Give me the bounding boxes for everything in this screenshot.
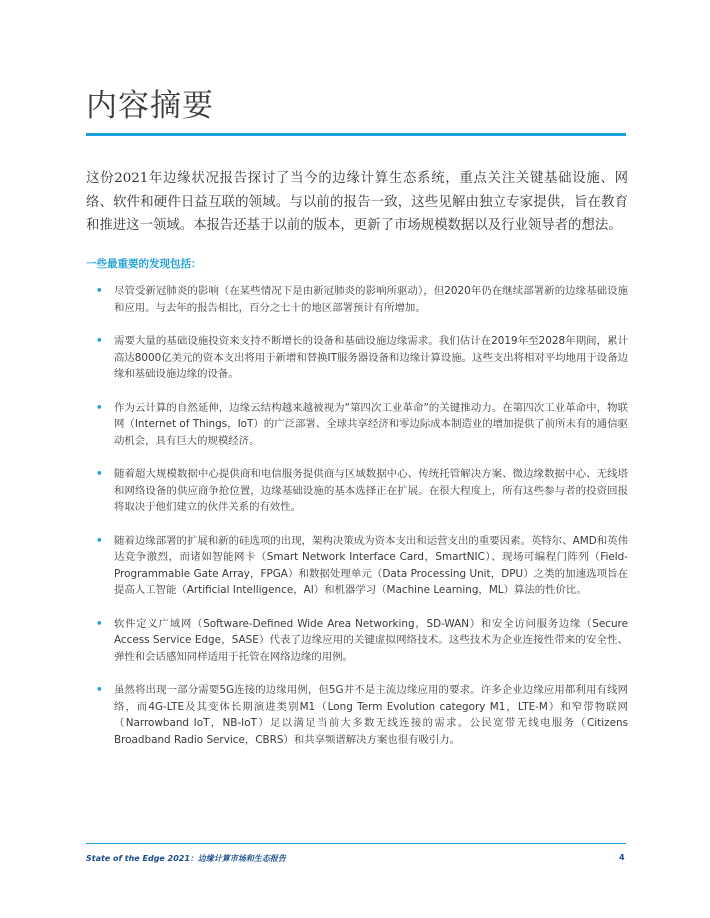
bullet-icon: • [96, 684, 103, 696]
bullet-icon: • [96, 335, 103, 347]
finding-item [96, 466, 628, 516]
finding-item [96, 400, 628, 450]
bullet-icon: • [96, 534, 103, 547]
finding-item [96, 283, 628, 316]
finding-text: 作为云计算的自然延伸，边缘云结构越来越被视为“第四次工业革命”的关键推动力。在第四次工业革命中，物联网（Internet of Things，IoT）的广泛部署、全球共享经济和零边际成本制造业的增加提供了前所未有的通信驱动机会，具有巨大的规模经济。 [114, 401, 628, 447]
footer-divider [86, 843, 626, 844]
intro-paragraph: 这份2021年边缘状况报告探讨了当今的边缘计算生态系统，重点关注关键基础设施、网络、软件和硬件日益互联的领域。与以前的报告一致，这些见解由独立专家提供，旨在教育和推进这一领域。本报告还基于以前的版本，更新了市场规模数据以及行业领导者的想法。 [86, 171, 628, 233]
page-title: 内容摘要 [86, 88, 214, 124]
bullet-icon: • [96, 617, 103, 630]
title-divider [86, 133, 626, 136]
bullet-icon: • [96, 468, 103, 480]
finding-text: 随着超大规模数据中心提供商和电信服务提供商与区域数据中心、传统托管解决方案、微边缘数据中心、无线塔和网络设备的供应商争抢位置，边缘基础设施的基本选择正在扩展。在很大程度上，所有这些参与者的投资回报将取决于他们建立的伙伴关系的有效性。 [114, 468, 628, 513]
footer-report-title: State of the Edge 2021：边缘计算市场和生态报告 [86, 854, 286, 863]
finding-text: 软件定义广域网（Software-Defined Wide Area Networking，SD-WAN）和安全访问服务边缘（Secure Access Service Edge，SASE）代表了边缘应用的关键虚拟网络技术。这些技术为企业连接性带来的安全性、弹性和会话感知同样适用于托管在网络边缘的用例。 [114, 617, 628, 663]
finding-text: 虽然将出现一部分需要5G连接的边缘用例，但5G并不是主流边缘应用的要求。许多企业边缘应用都利用有线网络，而4G-LTE及其变体长期演进类别M1（Long Term Evolution category M1，LTE-M）和窄带物联网（Narrowband IoT，NB-IoT）足以满足当前大多数无线连接的需求。公民宽带无线电服务（Citizens Broadband Radio Service，CBRS）和共享频谱解决方案也很有吸引力。 [114, 684, 628, 746]
finding-text: 尽管受新冠肺炎的影响（在某些情况下是由新冠肺炎的影响所驱动），但2020年仍在继续部署新的边缘基础设施和应用。与去年的报告相比，百分之七十的地区部署预计有所增加。 [114, 285, 628, 314]
finding-text: 需要大量的基础设施投资来支持不断增长的设备和基础设施边缘需求。我们估计在2019年至2028年期间，累计高达8000亿美元的资本支出将用于新增和替换IT服务器设备和边缘计算设施。这些支出将相对平均地用于设备边缘和基础设施边缘的设备。 [114, 335, 628, 380]
finding-item [96, 533, 628, 599]
findings-list [96, 283, 628, 765]
finding-item [96, 616, 628, 666]
bullet-icon: • [96, 401, 103, 414]
page-number: 4 [619, 853, 625, 862]
finding-text: 随着边缘部署的扩展和新的硅选项的出现，架构决策成为资本支出和运营支出的重要因素。英特尔、AMD和英伟达竞争激烈，而诸如智能网卡（Smart Network Interface Card，SmartNIC）、现场可编程门阵列（Field-Programmable Gate Array，FPGA）和数据处理单元（Data Processing Unit，DPU）之类的加速选项旨在提高人工智能（Artificial Intelligence，AI）和机器学习（Machine Learning，ML）算法的性价比。 [114, 534, 628, 596]
finding-item [96, 682, 628, 748]
findings-heading: 一些最重要的发现包括： [86, 258, 202, 270]
finding-item [96, 333, 628, 383]
bullet-icon: • [96, 285, 103, 297]
